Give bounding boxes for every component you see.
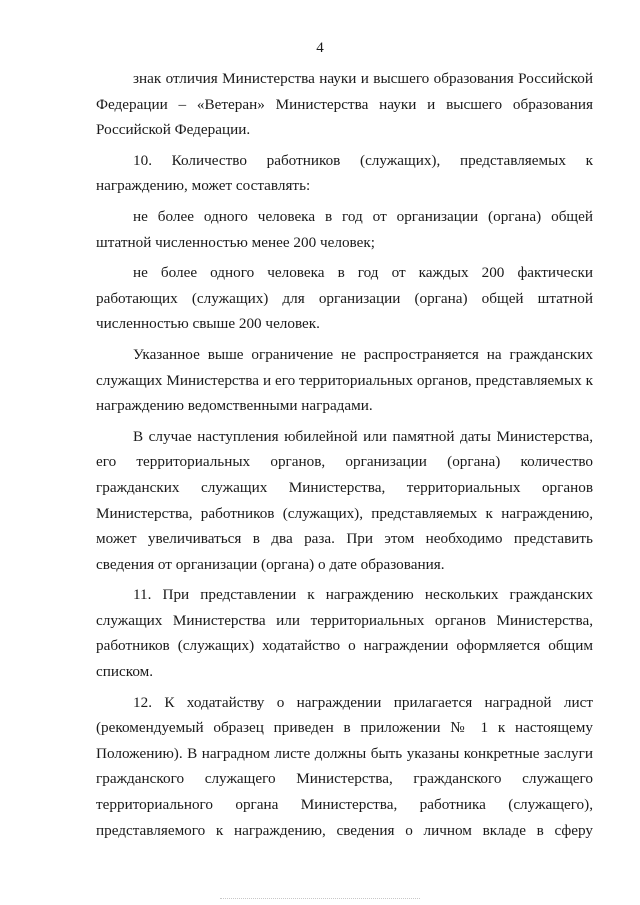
page-number: 4	[316, 40, 324, 56]
paragraph-limit-large: не более одного человека в год от каждых 200 фактически работающих (служащих) для организации (органа) общей штатной численностью свыше 200 человек.	[96, 264, 593, 333]
document-body	[96, 66, 593, 843]
paragraph-limit-small: не более одного человека в год от организации (органа) общей штатной численностью менее 200 человек;	[96, 207, 593, 251]
paragraph-item-12: 12. К ходатайству о награждении прилагается наградной лист (рекомендуемый образец приведен в приложении № 1 к настоящему Положению). В наградном листе должны быть указаны конкретные заслуги гражданского служащего Министерства, гражданского служащего территориального органа Министерства, работника (служащего), представляемого к награждению, сведения о личном вкладе в сферу	[96, 693, 593, 839]
paragraph-restriction: Указанное выше ограничение не распространяется на гражданских служащих Министерства и его территориальных органов, представляемых к награждению ведомственными наградами.	[96, 345, 593, 415]
scan-edge-artifact	[220, 898, 420, 900]
paragraph-item-11: 11. При представлении к награждению нескольких гражданских служащих Министерства или территориальных органов Министерства, работников (служащих) ходатайство о награждении оформляется общим списком.	[96, 586, 593, 681]
paragraph-continuation: знак отличия Министерства науки и высшего образования Российской Федерации – «Ветеран» Министерства науки и высшего образования Российской Федерации.	[96, 70, 593, 139]
paragraph-item-10: 10. Количество работников (служащих), представляемых к награждению, может составлять:	[96, 151, 593, 195]
paragraph-anniversary: В случае наступления юбилейной или памятной даты Министерства, его территориальных органов, организации (органа) количество гражданских служащих Министерства, территориальных органов Министерства, работников (служащих), представляемых к награждению, может увеличиваться в два раза. При этом необходимо представить сведения от организации (органа) о дате образования.	[96, 427, 593, 573]
